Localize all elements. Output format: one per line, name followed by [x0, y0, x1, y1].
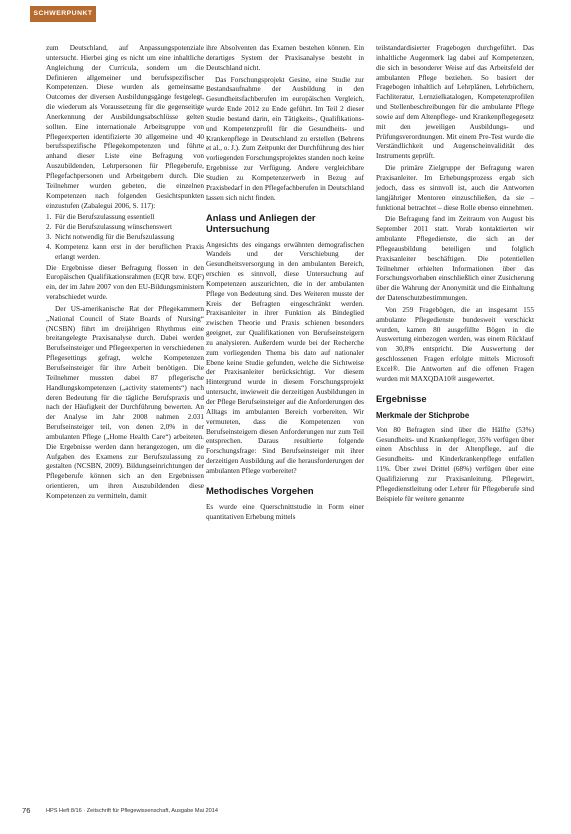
list-text: Kompetenz kann erst in der beruflichen Praxis erlangt werden.	[55, 242, 204, 261]
footer-source: HPS Heft 8/16 · Zeitschrift für Pflegewissenschaft, Ausgabe Mai 2014	[46, 808, 218, 814]
list-text: Nicht notwendig für die Berufszulassung	[55, 233, 175, 242]
paragraph: Von 80 Befragten sind über die Hälfte (53%) Gesundheits- und Krankenpfleger, 35% verfügen über einen Abschluss in der Altenpflege, auf die Gesundheits- und Kinderkrankenpflege entfallen 11%. Über zwei Drittel (68%) verfügen über eine Qualifizierung zur Praxisanleitung. Pflegewirt, Pflegedienstleitung oder Lehrer für Pflegeberufe sind Beispiele für weitere genannte	[376, 425, 534, 503]
text-column-2	[206, 44, 364, 524]
rating-list	[46, 213, 204, 262]
paragraph: Es wurde eine Querschnittstudie in Form einer quantitativen Erhebung mittels	[206, 502, 364, 521]
page-number: 76	[22, 806, 31, 815]
list-number: 1.	[46, 213, 52, 222]
paragraph: zum Deutschland, auf Anpassungspotenziale untersucht. Hierbei ging es nicht um eine inhaltliche Angleichung der Curricula, sondern um die Definieren allgemeiner und berufsspezifischer Kompetenzen. Diese wurden als gemeinsame Outcomes der diversen Ausbildungsgänge festgelegt, die wiederum als Voraussetzung für die gegenseitige Anerkennung der Ausbildungsabschlüsse gelten sollten. Eine internationale Arbeitsgruppe von Pflegeexperten identifizierte 30 allgemeine und 40 berufsspezifische Pflegekompetenzen und führte anhand dieser Liste eine Befragung von Auszubildenden, Lehrpersonen für Pflegeberufe, Pflegefachpersonen und Arbeitgebern durch. Die Teilnehmer wurden gebeten, die einzelnen Kompetenzen nach folgenden Gesichtspunkten einzustufen (Zabalegui 2006, S. 117):	[46, 44, 204, 210]
paragraph: Die primäre Zielgruppe der Befragung waren Praxisanleiter. Im Erhebungsprozess ergab sich jedoch, dass es sinnvoll ist, auch die Antworten langjähriger Mentoren einzuschließen, da sie – funktional betrachtet – diese Rolle ebenso einnehmen.	[376, 164, 534, 212]
list-item	[46, 243, 204, 263]
header-band	[0, 0, 571, 26]
section-heading: Ergebnisse	[376, 392, 427, 404]
paragraph: Der US-amerikanische Rat der Pflegekammern „National Council of State Boards of Nursing“ (NCSBN) führt im dreijährigen Rhythmus eine breitangelegte Praxisanalyse durch. Dabei werden Berufseinsteiger und Pflegeexperten in verschiedenen Pflegesettings gefragt, welche Kompetenzen Berufseinsteiger für ihre Arbeit benötigen. Die Teilnehmer mussten dabei 87 pflegerische Handlungskompetenzen („activity statements“) nach deren Bedeutung für die tägliche Berufspraxis und nach der Häufigkeit der Durchführung bewerten. An der Analyse im Jahr 2008 nahmen 2.031 Berufseinsteiger teil, von denen 2,0% in der ambulanten Pflege („Home Health Care“) arbeiteten. Die Ergebnisse werden dann herangezogen, um die Aufgaben des Examens zur Berufszulassung zu gestalten (NCSBN, 2009). Bildungseinrichtungen der Pflegeberufe können sich an den Ergebnissen orientieren, um ihren Auszubildenden diese Kompetenzen zu vermitteln, damit	[46, 304, 204, 500]
paragraph: Von 259 Fragebögen, die an insgesamt 155 ambulante Pflegedienste bundesweit verschickt wurden, kamen 80 ausgefüllte Bögen in die Auswertung einbezogen werden, was einem Rücklauf von 30,8% entspricht. Die Auswertung der geschlossenen Fragen erfolgte mittels Microsoft Excel®. Die Antworten auf die offenen Fragen wurden mit MAXQDA10® ausgewertet.	[376, 305, 534, 383]
list-number: 3.	[46, 233, 52, 242]
list-item	[46, 213, 204, 223]
paragraph: ihre Absolventen das Examen bestehen können. Ein derartiges System der Praxisanalyse besteht in Deutschland nicht.	[206, 44, 364, 72]
paragraph: Angesichts des eingangs erwähnten demografischen Wandels und der Verschiebung der Gesundheitsversorgung in den ambulanten Bereich, erschien es sinnvoll, diese Untersuchung auf Kompetenzen auszurichten, die in der ambulanten Pflege von Bedeutung sind. Des Weiteren musste der Kreis der Befragten eingeschränkt werden. Praxisanleiter in ihrer Funktion als Bindeglied zwischen Theorie und Praxis schienen besonders geeignet, zur Qualifikationen von Berufseinsteigern zu analysieren. Außerdem wurde bei der Recherche zum vorliegenden Thema bis dato auf nationaler Ebene keine Studie gefunden, welche die Sichtweise der Praxisanleiter berücksichtigt. Vor diesem Hintergrund wurde in diesem Forschungsprojekt untersucht, inwieweit die derzeitigen Ausbildungen in der Pflege Berufseinsteiger auf die Anforderungen des Alltags im ambulanten Bereich vorbereiten. Wir vermuteten, dass die Kompetenzen von Berufseinsteigern diesen Anforderungen nur zum Teil entsprechen. Daraus resultierte folgende Forschungsfrage: Sind Berufseinsteiger mit ihrer derzeitigen Ausbildung auf die herausforderungen der ambulanten Pflege vorbereitet?	[206, 240, 364, 475]
section-heading: Methodisches Vorgehen	[206, 484, 314, 496]
subsection-heading: Merkmale der Stichprobe	[376, 410, 470, 420]
paragraph: Die Befragung fand im Zeitraum von August bis September 2011 statt. Vorab kontaktierten wir ambulante Pflegedienste, die sich an der Pflegeausbildung beteiligen und folglich Praxisanleiter beschäftigen. Die potentiellen Teilnehmer erhielten Informationen über das Forschungsvorhaben einschließlich einer Zusicherung über die Wahrung der Anonymität und die Einhaltung der Datenschutzbestimmungen.	[376, 215, 534, 303]
section-heading: Anlass und Anliegen der Untersuchung	[206, 211, 316, 234]
list-text: Für die Berufszulassung essentiell	[55, 213, 155, 222]
section-label: SCHWERPUNKT	[33, 10, 93, 17]
list-item	[46, 223, 204, 233]
paragraph: teilstandardisierter Fragebogen durchgeführt. Das inhaltliche Augenmerk lag dabei auf Kompetenzen, die sich in besonderer Weise auf das Arbeitsfeld der ambulanten Pflege beziehen. So basiert der Fragebogen inhaltlich auf Lehrplänen, Lehrbüchern, Fachliteratur, Lernzielkatalogen, Kompetenzprofilen und Stellenbeschreibungen für die ambulante Pflege sowie auf dem Altenpflege- und Krankenpflegegesetz mit den jeweiligen Ausbildungs- und Prüfungsverordnungen. Mit einem Pre-Test wurde die Verständlichkeit und Augenscheinvalidität des Instruments geprüft.	[376, 44, 534, 161]
text-column-1	[46, 44, 204, 504]
paragraph: Das Forschungsprojekt Gesine, eine Studie zur Bestandsaufnahme der Ausbildung in den Gesundheitsfachberufen im europäischen Vergleich, wurde Ende 2012 zu Ende geführt. Im Teil 2 dieser Studie bestand darin, ein Tätigkeits-, Qualifikations- und Kompetenzprofil für die Gesundheits- und Krankenpflege in Deutschland zu erstellen (Behrens et al., o. J.). Zum Zeitpunkt der Durchführung des hier vorliegenden Forschungsprojektes standen noch keine Ergebnisse zur Verfügung. Andere vergleichbare Studien zu Kompetenzerwerb in Bezug auf Praxisbedarf in den Pflegefachberufen in Deutschland lassen sich nicht finden.	[206, 75, 364, 202]
list-number: 4.	[46, 242, 52, 251]
paragraph: Die Ergebnisse dieser Befragung flossen in den Europäischen Qualifikationsrahmen (EQR bzw. EQF) ein, der im Jahre 2007 von den EU-Bildungsministern verabschiedet wurde.	[46, 263, 204, 302]
text-column-3	[376, 44, 534, 506]
list-text: Für die Berufszulassung wünschenswert	[55, 223, 172, 232]
list-item	[46, 233, 204, 243]
list-number: 2.	[46, 223, 52, 232]
section-tab	[30, 6, 96, 22]
